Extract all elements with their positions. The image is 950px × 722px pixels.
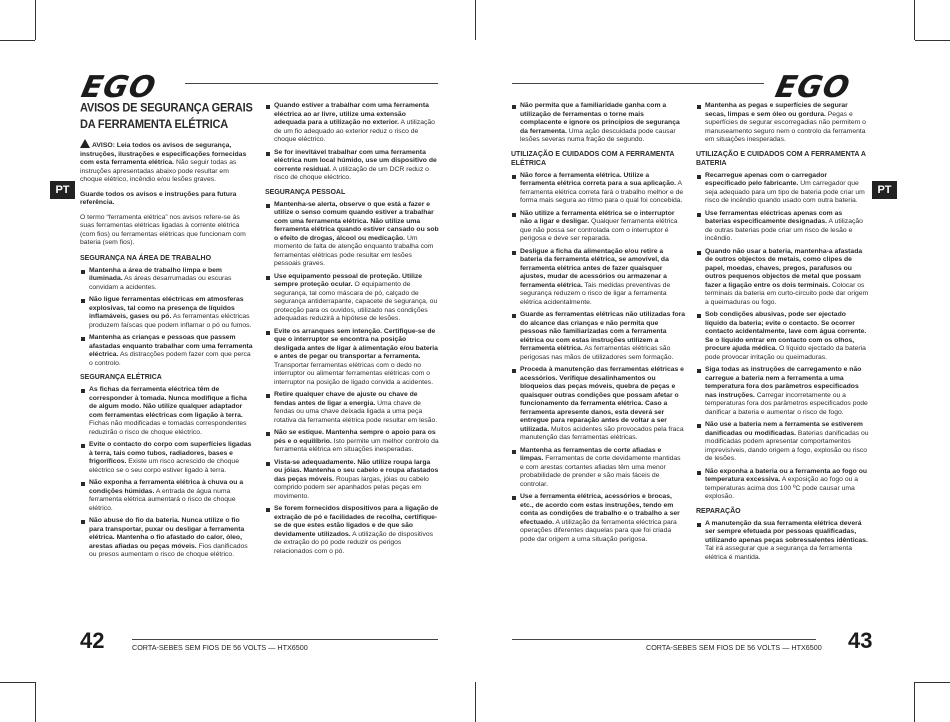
left-page-column-2	[265, 102, 439, 614]
list-item: Use equipamento pessoal de proteção. Utilize sempre proteção ocular. O equipamento de segurança, tal como máscara de pó, calçado de segurança antiderrapante, capacete de segurança, ou protecção para os ouvidos, utilizado nas condições adequadas reduzirá a hipótese de lesões.	[265, 273, 439, 324]
list-item: Não exponha a ferramenta elétrica à chuva ou a condições húmidas. A entrada de água numa ferramenta elétrica aumentará o risco de choque elétrico.	[80, 479, 253, 513]
list-item: Não ligue ferramentas eléctricas em atmosferas explosivas, tal como na presença de líquidos inflamáveis, gases ou pó. As ferramentas eléctricas produzem faíscas que podem inflamar o pó ou fumos.	[80, 296, 253, 330]
right-page-column-1	[511, 102, 686, 614]
footer-text-right: CORTA-SEBES SEM FIOS DE 56 VOLTS — HTX6500	[646, 643, 822, 652]
list-item: Não se estique. Mantenha sempre o apoio para os pés e o equilíbrio. Isto permite um melhor controlo da ferramenta elétrica em situações inesperadas.	[265, 429, 439, 455]
list-item: Mantenha-se alerta, observe o que está a fazer e utilize o senso comum quando estiver a trabalhar com uma ferramenta elétrica. Não utilize uma ferramenta elétrica quando estiver cansado ou sob o efeito de drogas, álcool ou medicação. Um momento de falta de atenção enquanto trabalha com ferramentas elétricas pode resultar em lesões pessoais graves.	[265, 201, 439, 269]
list-item: Sob condições abusivas, pode ser ejectado líquido da bateria; evite o contacto. Se ocorrer contacto acidentalmente, lave com água corrente. Se o líquido entrar em contacto com os olhos, procure ajuda médica. O líquido ejectado da bateria pode provocar irritação ou queimaduras.	[696, 311, 869, 362]
list-item: A manutenção da sua ferramenta elétrica deverá ser sempre efetuada por pessoas qualificadas, utilizando apenas peças sobressalentes idênticas. Tal irá assegurar que a segurança da ferramenta elétrica é mantida.	[696, 520, 869, 563]
crop-mark	[0, 682, 35, 683]
bullet-list	[511, 102, 686, 145]
footer-text-left: CORTA-SEBES SEM FIOS DE 56 VOLTS — HTX6500	[132, 643, 308, 652]
bullet-list	[696, 520, 869, 563]
crop-mark	[475, 682, 476, 722]
footer-rule-left	[132, 639, 438, 640]
language-tab-right: PT	[872, 181, 897, 199]
list-item: Guarde as ferramentas elétricas não utilizadas fora do alcance das crianças e não permita que pessoas não familiarizadas com a ferramenta elétrica ou com estas instruções utilizem a ferramenta elétrica. As ferramentas elétricas são perigosas nas mãos de utilizadores sem formação.	[511, 311, 686, 362]
list-item: Proceda à manutenção das ferramentas elétricas e acessórios. Verifique desalinhamentos ou bloqueios das peças móveis, quebra de peças e quaisquer outras condições que possam afetar o funcionamento da ferramenta elétrica. Caso a ferramenta apresente danos, esta deverá ser entregue para reparação antes de voltar a ser utilizada. Muitos acidentes são provocados pela fraca manutenção das ferramentas elétricas.	[511, 366, 686, 443]
bullet-list	[80, 267, 253, 369]
list-item: Retire qualquer chave de ajuste ou chave de fendas antes de ligar a energia. Uma chave de fendas ou uma chave deixada ligada a uma peça rotativa da ferramenta elétrica pode resultar em lesão.	[265, 391, 439, 425]
bullet-list	[696, 172, 869, 502]
warning-triangle-icon	[80, 139, 90, 148]
section-heading: UTILIZAÇÃO E CUIDADOS COM A FERRAMENTA A BATERIA	[696, 150, 866, 167]
list-item: Se forem fornecidos dispositivos para a ligação de extração de pó e facilidades de recolha, certifique-se de que estes estão ligados e de que são devidamente utilizados. A utilização de dispositivos de extração do pó pode reduzir os perigos relacionados com o pó.	[265, 505, 439, 556]
list-item: Mantenha as ferramentas de corte afiadas e limpas. Ferramentas de corte devidamente mantidas e com arestas cortantes afiadas têm uma menor probabilidade de prender e são mais fáceis de controlar.	[511, 447, 686, 490]
section-heading: REPARAÇÃO	[696, 507, 741, 515]
page-title: AVISOS DE SEGURANÇA GERAIS DA FERRAMENTA ELÉTRICA	[80, 102, 253, 132]
left-page-column-1	[80, 102, 253, 614]
list-item: Quando não usar a bateria, mantenha-a afastada de outros objectos de metais, como clipes de papel, moedas, chaves, pregos, parafusos ou outros pequenos objectos de metal que possam fazer a ligação entre os dois terminais. Colocar os terminais da bateria em curto-circuito pode dar origem a queimaduras ou fogo.	[696, 248, 869, 308]
header-rule-left	[185, 83, 438, 84]
list-item: Não force a ferramenta elétrica. Utilize a ferramenta elétrica correta para a sua aplicação. A ferramenta elétrica correta fará o trabalho melhor e de forma mais segura ao ritmo para o qual foi concebida.	[511, 172, 686, 206]
crop-mark	[35, 682, 36, 722]
crop-mark	[35, 0, 36, 40]
right-page-column-2	[696, 102, 869, 614]
brand-logo-left: EGO	[78, 70, 160, 105]
list-item: Use ferramentas eléctricas apenas com as baterias especificamente designadas. A utilização de outras baterias pode criar um risco de lesão e incêndio.	[696, 210, 869, 244]
crop-mark	[0, 40, 35, 41]
page-number-right: 43	[848, 628, 873, 653]
bullet-list	[265, 102, 439, 183]
warning-intro: AVISO: Leia todos os avisos de segurança, instruções, ilustrações e especificações fornecidas com esta ferramenta elétrica. Não seguir todas as instruções apresentadas abaixo pode resultar em choque elétrico, incêndio e/ou lesões graves.	[80, 139, 253, 185]
bullet-list	[80, 386, 253, 560]
list-item: Mantenha a área de trabalho limpa e bem iluminada. As áreas desarrumadas ou escuras convidam a acidentes.	[80, 267, 253, 293]
list-item: Vista-se adequadamente. Não utilize roupa larga ou jóias. Mantenha o seu cabelo e roupa afastados das peças móveis. Roupas largas, jóias ou cabelo comprido podem ser apanhados pelas peças em movimento.	[265, 459, 439, 502]
section-heading: SEGURANÇA NA ÁREA DE TRABALHO	[80, 254, 212, 262]
list-item: Quando estiver a trabalhar com uma ferramenta eléctrica ao ar livre, utilize uma extensão adequada para a utilização no exterior. A utilização de um fio adequado ao exterior reduz o risco de choque eléctrico.	[265, 102, 439, 145]
crop-mark	[475, 0, 476, 40]
crop-mark	[914, 682, 915, 722]
list-item: As fichas da ferramenta eléctrica têm de corresponder à tomada. Nunca modifique a ficha de algum modo. Não utilize qualquer adaptador com ferramentas eléctricas com ligação à terra. Fichas não modificadas e tomadas correspondentes reduzirão o risco de choque eléctrico.	[80, 386, 253, 437]
list-item: Recarregue apenas com o carregador especificado pelo fabricante. Um carregador que seja adequado para um tipo de bateria pode criar um risco de incêndio quando usado com outra bateria.	[696, 172, 869, 206]
footer-rule-right	[512, 639, 816, 640]
section-heading: SEGURANÇA PESSOAL	[265, 188, 346, 196]
list-item: Mantenha as pegas e superfícies de segurar secas, limpas e sem óleo ou gordura. Pegas e superfícies de segurar escorregadias não permitem o manuseamento seguro nem o controlo da ferramenta em situações inesperadas.	[696, 102, 869, 145]
crop-mark	[915, 682, 950, 683]
list-item: Se for inevitável trabalhar com uma ferramenta eléctrica num local húmido, use um dispositivo de corrente residual. A utilização de um DCR reduz o risco de choque eléctrico.	[265, 149, 439, 183]
list-item: Não permita que a familiaridade ganha com a utilização de ferramentas o torne mais complacente e ignore os princípios de segurança da ferramenta. Uma ação descuidada pode causar lesões severas numa fração de segundo.	[511, 102, 686, 145]
bullet-list	[265, 201, 439, 557]
list-item: Evite os arranques sem intenção. Certifique-se de que o interruptor se encontra na posição desligada antes de ligar à alimentação e/ou bateria e antes de pegar ou transportar a ferramenta. Transportar ferramentas elétricas com o dedo no interruptor ou alimentar ferramentas elétricas com o interruptor na posição de ligado convida a acidentes.	[265, 328, 439, 388]
crop-mark	[914, 0, 915, 40]
list-item: Desligue a ficha da alimentação e/ou retire a bateria da ferramenta elétrica, se amovível, da ferramenta elétrica antes de fazer quaisquer ajustes, mudar de acessórios ou armazenar a ferramenta elétrica. Tais medidas preventivas de segurança reduzem o risco de ligar a ferramenta elétrica acidentalmente.	[511, 248, 686, 308]
keep-instructions-note: Guarde todos os avisos e instruções para futura referência.	[80, 190, 237, 206]
language-tab-left: PT	[50, 181, 75, 199]
bullet-list	[696, 102, 869, 145]
brand-logo-right: EGO	[772, 70, 854, 105]
section-heading: UTILIZAÇÃO E CUIDADOS COM A FERRAMENTA ELÉTRICA	[511, 150, 675, 167]
header-rule-right	[512, 83, 764, 84]
bullet-list	[511, 172, 686, 545]
list-item: Evite o contacto do corpo com superfícies ligadas à terra, tais como tubos, radiadores, bases e frigoríficos. Existe um risco acrescido de choque eléctrico se o seu corpo estiver ligado à terra.	[80, 441, 253, 475]
list-item: Siga todas as instruções de carregamento e não carregue a bateria nem a ferramenta a uma temperatura fora dos parâmetros especificados nas instruções. Carregar incorretamente ou a temperaturas fora dos parâmetros especificados pode danificar a bateria e aumentar o risco de fogo.	[696, 366, 869, 417]
section-heading: SEGURANÇA ELÉTRICA	[80, 374, 162, 381]
page-number-left: 42	[80, 628, 105, 653]
list-item: Mantenha as crianças e pessoas que passem afastadas enquanto trabalhar com uma ferramenta eléctrica. As distracções podem fazer com que perca o controlo.	[80, 334, 253, 368]
crop-mark	[915, 40, 950, 41]
list-item: Não exponha a bateria ou a ferramenta ao fogo ou temperatura excessiva. A exposição ao fogo ou a temperaturas acima dos 100 ºC pode causar uma explosão.	[696, 468, 869, 502]
list-item: Use a ferramenta elétrica, acessórios e brocas, etc., de acordo com estas instruções, tendo em conta as condições de trabalho e o trabalho a ser efectuado. A utilização da ferramenta eléctrica para operações diferentes daquelas para que foi criada pode dar origem a uma situação perigosa.	[511, 493, 686, 544]
list-item: Não abuse do fio da bateria. Nunca utilize o fio para transportar, puxar ou desligar a ferramenta elétrica. Mantenha o fio afastado do calor, óleo, arestas afiadas ou peças móveis. Fios danificados ou presos aumentam o risco de choque elétrico.	[80, 517, 253, 560]
list-item: Não use a bateria nem a ferramenta se estiverem danificadas ou modificadas. Baterias danificadas ou modificadas podem apresentar comportamentos imprevisíveis, dando origem a fogo, explosão ou risco de lesões.	[696, 421, 869, 464]
term-definition: O termo “ferramenta elétrica” nos avisos refere-se às suas ferramentas elétricas ligadas à corrente elétrica (com fios) ou ferramentas elétricas que funcionam com bateria (sem fios).	[80, 213, 246, 246]
list-item: Não utilize a ferramenta elétrica se o interruptor não a ligar e desligar. Qualquer ferramenta elétrica que não possa ser controlada com o interruptor é perigosa e deve ser reparada.	[511, 210, 686, 244]
